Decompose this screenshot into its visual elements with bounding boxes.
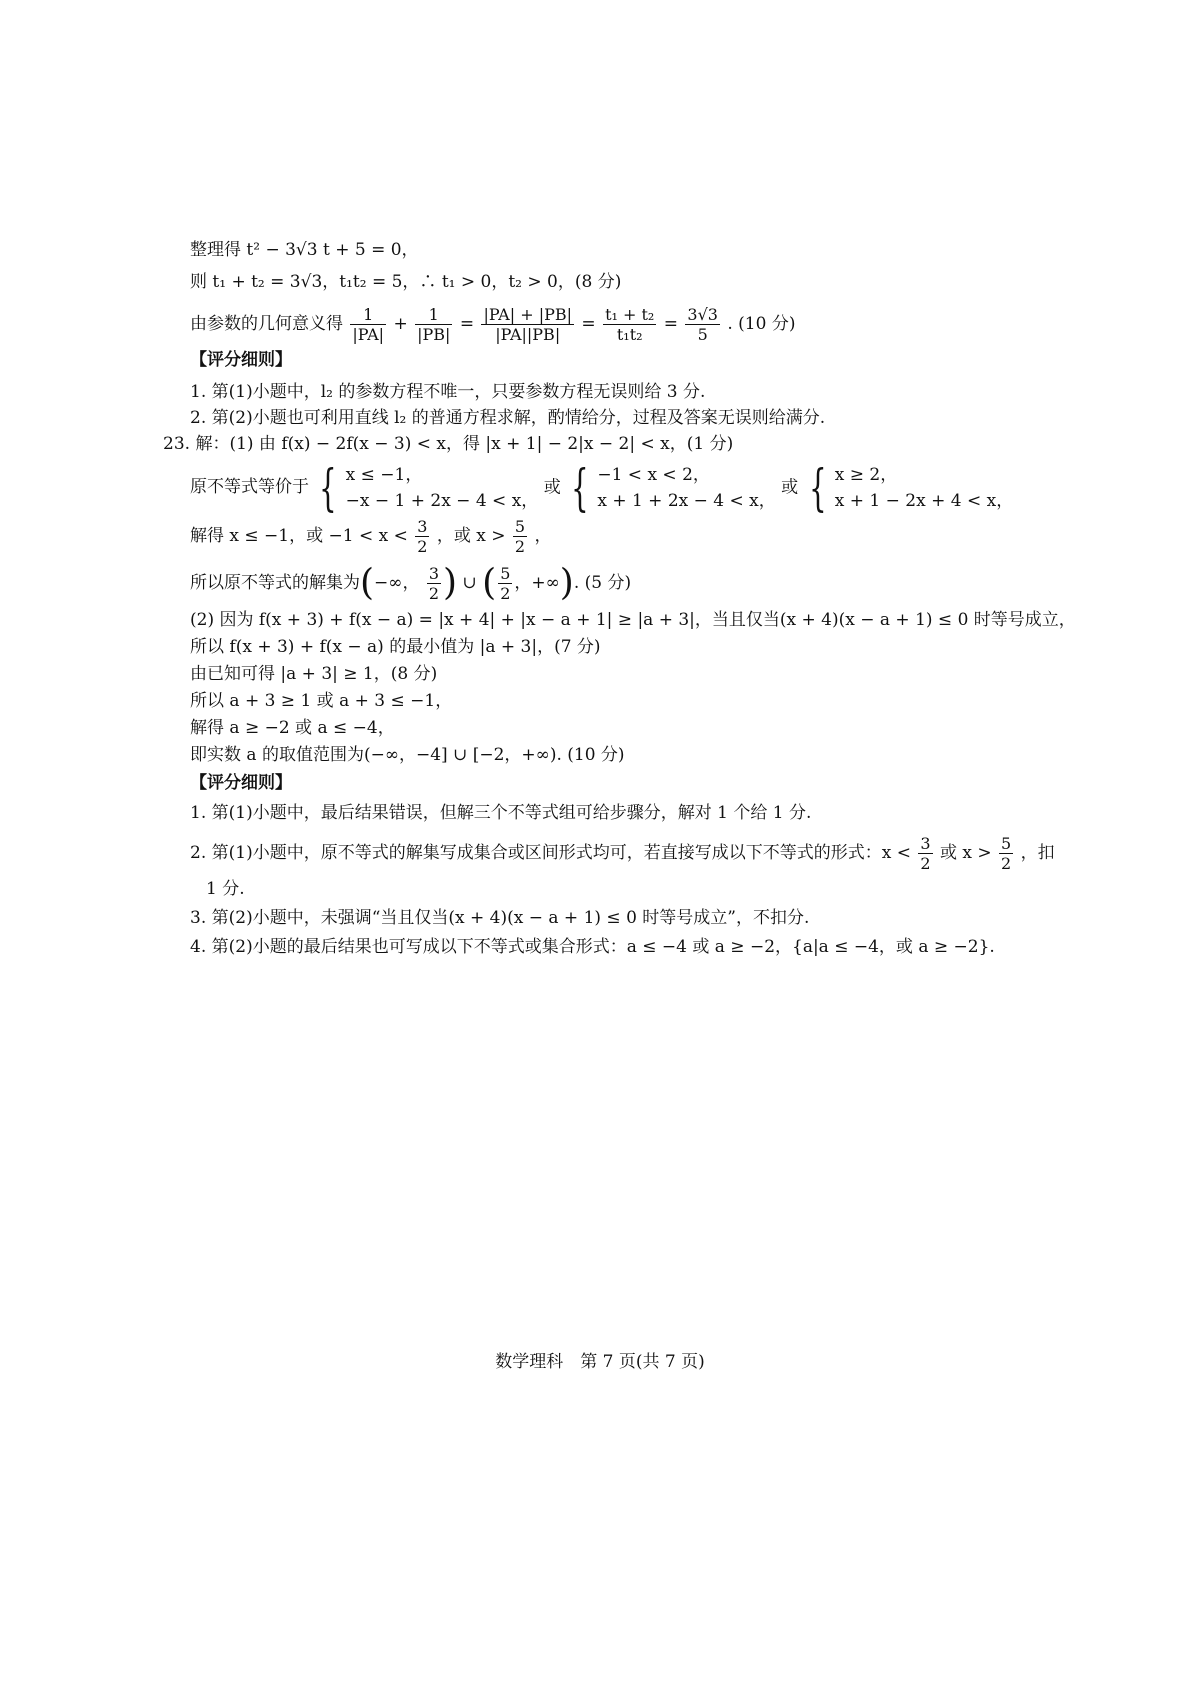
part2-line-2: 所以 f(x + 3) + f(x − a) 的最小值为 |a + 3|，(7 分) bbox=[190, 637, 601, 657]
fraction bbox=[603, 305, 656, 344]
part2-line-5: 解得 a ≥ −2 或 a ≤ −4， bbox=[190, 718, 395, 738]
text: . (5 分) bbox=[573, 573, 632, 593]
text: −∞， bbox=[374, 573, 420, 593]
problem-23-start: 23. 解：(1) 由 f(x) − 2f(x − 3) < x，得 |x + 1| − 2|x − 2| < x，(1 分) bbox=[163, 434, 734, 454]
numerator: 3 bbox=[920, 834, 931, 853]
numerator: 5 bbox=[514, 517, 526, 536]
text: 所以原不等式的解集为 bbox=[190, 573, 360, 593]
scoring-detail-2 bbox=[190, 832, 1055, 874]
system-2 bbox=[597, 462, 775, 514]
fraction bbox=[415, 517, 429, 556]
scoring-detail-1: 1. 第(1)小题中，最后结果错误，但解三个不等式组可给步骤分，解对 1 个给 1 分. bbox=[190, 803, 812, 823]
left-brace-icon: { bbox=[319, 458, 338, 517]
part2-line-3: 由已知可得 |a + 3| ≥ 1，(8 分) bbox=[190, 664, 438, 684]
numerator: 3 bbox=[417, 517, 428, 536]
denominator: |PA||PB| bbox=[495, 325, 561, 344]
inequality-systems bbox=[190, 460, 1013, 515]
system-1 bbox=[346, 462, 539, 514]
scoring-detail-4: 4. 第(2)小题的最后结果也可写成以下不等式或集合形式：a ≤ −4 或 a ≥ −2，{a|a ≤ −4，或 a ≥ −2}. bbox=[190, 937, 995, 957]
part2-line-6: 即实数 a 的取值范围为(−∞，−4] ∪ [−2，+∞). (10 分) bbox=[190, 745, 625, 765]
fraction bbox=[918, 834, 932, 873]
denominator: 2 bbox=[514, 537, 526, 556]
left-brace-icon: { bbox=[571, 458, 589, 517]
numerator: t₁ + t₂ bbox=[605, 305, 655, 324]
fraction bbox=[427, 564, 441, 603]
denominator: 2 bbox=[1001, 854, 1012, 873]
right-paren: ) bbox=[559, 562, 574, 604]
left-brace-icon: { bbox=[808, 458, 827, 517]
line-geometric-meaning: 由参数的几何意义得 $\frac{1}{|PA|}$ + $\frac{1}{|PB|}$ = $\frac{|PA| + |PB|}{|PA||PB|}$ = $\frac{\text{t₁ + t₂}}{\text{t₁t₂}}$ = $\frac{3√3}{5}$ . (10 分) bbox=[190, 305, 796, 344]
system-3-line-1: x ≥ 2， bbox=[834, 464, 898, 485]
numerator: |PA| + |PB| bbox=[483, 305, 572, 324]
line-t-sum-product: 则 t₁ + t₂ = 3√3，t₁t₂ = 5，∴ t₁ > 0，t₂ > 0，(8 分) bbox=[190, 272, 622, 292]
numerator: 1 bbox=[415, 305, 452, 325]
left-paren: ( bbox=[482, 562, 497, 604]
numerator: 5 bbox=[500, 564, 511, 583]
fraction bbox=[481, 305, 574, 344]
page-footer: 数学理科 第 7 页(共 7 页) bbox=[495, 1352, 705, 1372]
text: . (10 分) bbox=[727, 314, 796, 334]
left-paren: ( bbox=[360, 562, 375, 604]
right-paren: ) bbox=[443, 562, 458, 604]
denominator: 2 bbox=[500, 584, 511, 603]
text: ，+∞ bbox=[514, 573, 560, 593]
fraction bbox=[999, 834, 1013, 873]
system-2-line-2: x + 1 + 2x − 4 < x， bbox=[597, 490, 776, 511]
text: ， bbox=[534, 526, 552, 546]
scoring-heading-1: 【评分细则】 bbox=[190, 350, 292, 370]
text: ，或 x > bbox=[436, 526, 506, 546]
fraction bbox=[513, 517, 527, 556]
fraction bbox=[415, 305, 452, 344]
text: 解得 x ≤ −1，或 −1 < x < bbox=[190, 526, 408, 546]
or-word: 或 bbox=[781, 477, 799, 498]
scoring-detail-2-cont: 1 分. bbox=[206, 879, 245, 899]
numerator: 3 bbox=[428, 564, 440, 583]
text: ，扣 bbox=[1020, 843, 1055, 863]
scoring-rule-1: 1. 第(1)小题中，l₂ 的参数方程不唯一，只要参数方程无误则给 3 分. bbox=[190, 382, 706, 402]
text: 由参数的几何意义得 bbox=[190, 314, 343, 334]
numerator: 1 bbox=[350, 305, 386, 325]
scoring-heading-2: 【评分细则】 bbox=[190, 773, 292, 793]
system-3 bbox=[835, 462, 1013, 514]
text: 或 x > bbox=[939, 843, 992, 863]
system-1-line-1: x ≤ −1， bbox=[345, 464, 423, 485]
scoring-rule-2: 2. 第(2)小题也可利用直线 l₂ 的普通方程求解，酌情给分，过程及答案无误则给满分. bbox=[190, 408, 826, 428]
denominator: t₁t₂ bbox=[616, 325, 643, 344]
scoring-detail-3: 3. 第(2)小题中，未强调“当且仅当(x + 4)(x − a + 1) ≤ 0 时等号成立”，不扣分. bbox=[190, 908, 810, 928]
denominator: 5 bbox=[697, 325, 708, 344]
fraction bbox=[685, 305, 720, 344]
numerator: 3√3 bbox=[687, 305, 718, 324]
denominator: |PB| bbox=[417, 325, 451, 344]
text: 原不等式等价于 bbox=[190, 477, 309, 497]
part2-line-1: (2) 因为 f(x + 3) + f(x − a) = |x + 4| + |x − a + 1| ≥ |a + 3|，当且仅当(x + 4)(x − a + 1) ≤ 0 时等号成立， bbox=[190, 610, 1076, 630]
part2-line-4: 所以 a + 3 ≥ 1 或 a + 3 ≤ −1， bbox=[190, 691, 453, 711]
or-word: 或 bbox=[543, 477, 561, 498]
union-symbol: ∪ bbox=[462, 573, 477, 593]
system-3-line-2: x + 1 − 2x + 4 < x， bbox=[834, 490, 1014, 511]
system-2-line-1: −1 < x < 2， bbox=[597, 464, 710, 485]
line-solution bbox=[190, 516, 552, 556]
line-solution-set bbox=[190, 562, 631, 604]
numerator: 5 bbox=[1001, 834, 1012, 853]
denominator: 2 bbox=[920, 854, 931, 873]
denominator: |PA| bbox=[352, 325, 385, 344]
text: 2. 第(1)小题中，原不等式的解集写成集合或区间形式均可，若直接写成以下不等式的形式：x < bbox=[190, 843, 911, 863]
line-equation-t: 整理得 t² − 3√3 t + 5 = 0， bbox=[190, 240, 419, 260]
denominator: 2 bbox=[417, 537, 428, 556]
denominator: 2 bbox=[428, 584, 440, 603]
fraction bbox=[350, 305, 386, 344]
system-1-line-2: −x − 1 + 2x − 4 < x， bbox=[345, 490, 539, 511]
fraction bbox=[498, 564, 512, 603]
